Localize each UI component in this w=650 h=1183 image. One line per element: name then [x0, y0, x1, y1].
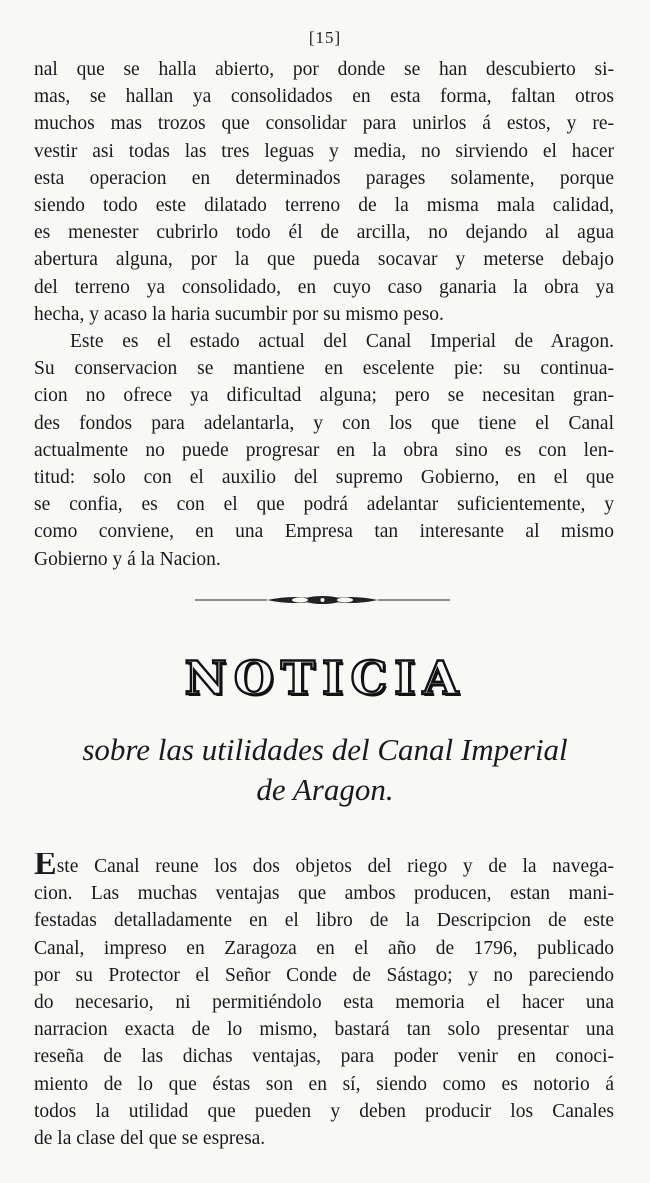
text-line: des fondos para adelantarla, y con los que tiene el Canal — [34, 412, 614, 434]
text-line: como conviene, en una Empresa tan interesante al mismo — [34, 521, 614, 543]
text-line: titud: solo con el auxilio del supremo Gobierno, en el que — [34, 466, 614, 488]
heading-subtitle-line-2: de Aragon. — [256, 772, 394, 807]
text-line: es menester cubrirlo todo él de arcilla, no dejando al agua — [34, 222, 614, 244]
text-line: cion no ofrece ya dificultad alguna; pero se necesitan gran- — [34, 385, 614, 407]
text-line: Gobierno y á la Nacion. — [34, 548, 221, 570]
text-line: Este es el estado actual del Canal Imperial de Aragon. — [70, 331, 614, 352]
text-line: reseña de las dichas ventajas, para poder venir en conoci- — [34, 1046, 614, 1068]
ornamental-divider — [195, 592, 450, 608]
text-line: muchos mas trozos que consolidar para unirlos á estos, y re- — [34, 113, 614, 135]
text-line: do necesario, ni permitiéndolo esta memoria el hacer una — [34, 991, 614, 1013]
text-line: de la clase del que se espresa. — [34, 1127, 266, 1149]
text-line: nal que se halla abierto, por donde se han descubierto si- — [34, 59, 614, 80]
text-line: actualmente no puede progresar en la obra sino es con len- — [34, 439, 614, 461]
text-line: vestir asi todas las tres leguas y media, no sirviendo el hacer — [34, 140, 614, 162]
text-line: siendo todo este dilatado terreno de la misma mala calidad, — [34, 194, 614, 216]
paragraph-canal-state — [34, 328, 614, 573]
first-line-text: ste Canal reune los dos objetos del riego y de la navega- — [56, 856, 614, 877]
text-line: por su Protector el Señor Conde de Sástago; y no pareciendo — [34, 964, 614, 986]
heading-title-text: NOTICIA — [184, 651, 466, 705]
text-line: mas, se hallan ya consolidados en esta forma, faltan otros — [34, 86, 614, 108]
text-line: hecha, y acaso la haria sucumbir por su mismo peso. — [34, 303, 444, 325]
heading-title — [0, 648, 650, 708]
text-line: festadas detalladamente en el libro de la Descripcion de este — [34, 910, 614, 932]
text-line-first — [34, 853, 614, 880]
page-number: [15] — [308, 28, 342, 47]
text-line: esta operacion en determinados parages solamente, porque — [34, 167, 614, 189]
text-line: todos la utilidad que pueden y deben producir los Canales — [34, 1100, 614, 1122]
drop-cap: E — [34, 853, 57, 881]
text-line: narracion exacta de lo mismo, bastará tan solo presentar una — [34, 1019, 614, 1041]
text-line: miento de lo que éstas son en sí, siendo como es notorio á — [34, 1073, 614, 1095]
paragraph-continuation — [34, 56, 614, 328]
text-line: cion. Las muchas ventajas que ambos producen, estan mani- — [34, 883, 614, 905]
text-line: del terreno ya consolidado, en cuyo caso ganaria la obra ya — [34, 276, 614, 298]
text-line: se confia, es con el que podrá adelantar suficientemente, y — [34, 494, 614, 516]
text-line: abertura alguna, por la que pueda socavar y meterse debajo — [34, 249, 614, 271]
text-line: Su conservacion se mantiene en escelente pie: su continua- — [34, 358, 614, 380]
paragraph-utilities — [34, 853, 614, 1152]
text-line: Canal, impreso en Zaragoza en el año de 1796, publicado — [34, 937, 614, 959]
heading-subtitle-line-1: sobre las utilidades del Canal Imperial — [82, 732, 568, 767]
